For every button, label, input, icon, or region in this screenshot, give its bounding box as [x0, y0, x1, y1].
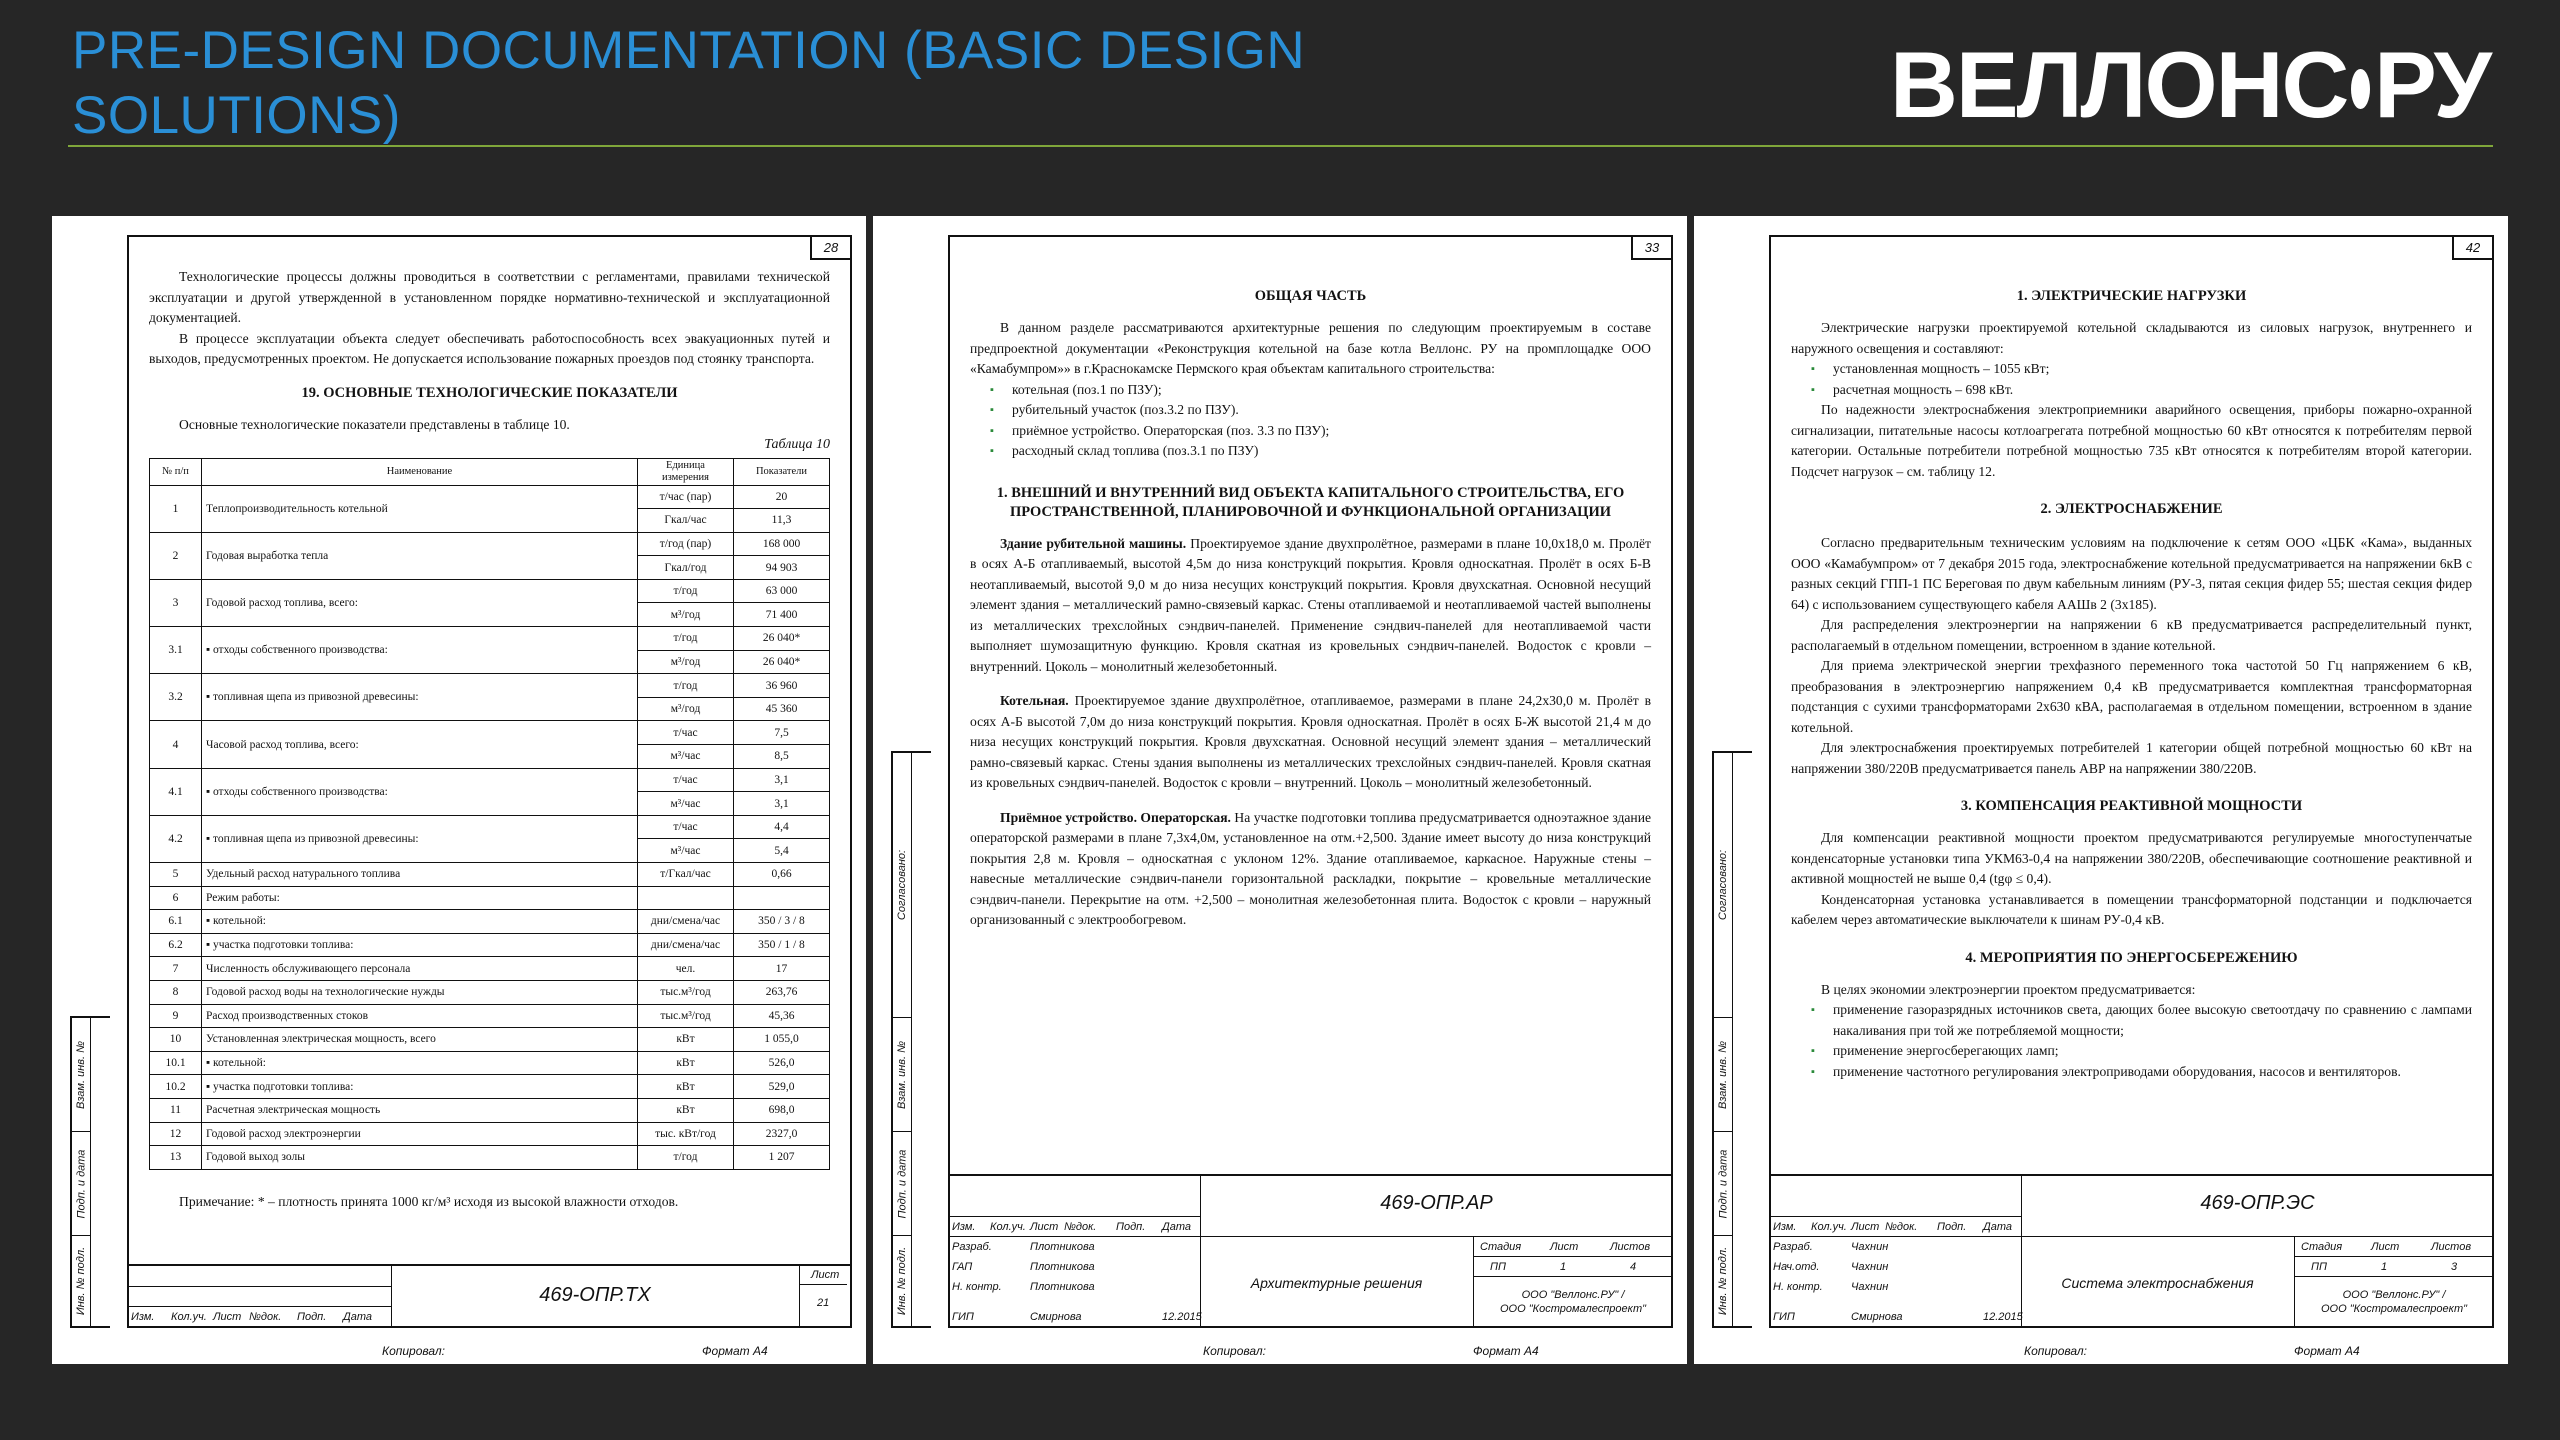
- table-cell: Часовой расход топлива, всего:: [202, 721, 638, 768]
- table-cell: Установленная электрическая мощность, всего: [202, 1028, 638, 1052]
- table-cell: м³/год: [638, 603, 734, 627]
- table-cell: [734, 886, 830, 910]
- table-cell: чел.: [638, 957, 734, 981]
- document-page-es: Согласовано: Взам. инв. № Подп. и дата Инв. № подл. 42 1. ЭЛЕКТРИЧЕСКИЕ НАГРУЗКИ Электрические нагрузки проектируемой котельной складываются из силовых нагрузок, внутреннего и наружного освещения и составляют: ▪ установленная мощность – 1055 кВт; ▪ расчетная мощность – 698 кВт. По надежности электроснабжения электроприемники аварийного освещения, приборы пожарно-охранной сигнализации, питательные насосы котлоагрегата потребной мощностью 60 кВт относятся к потребителям первой категории. Остальные потребители потребной мощностью 735 кВт относятся к потребителям второй категории. Подсчет нагрузок – см. таблицу 12. 2. ЭЛЕКТРОСНАБЖЕНИЕ Согласно предварительным техническим условиям на подключение к сетям ООО «ЦБК «Кама», выданных ООО «Камабумпром» от 7 декабря 2015 года, электроснабжение котельной предусматривается на напряжении 6кВ с разных секций ГПП-1 ПС Береговая по двум кабельным линиям (РУ-3, пятая секция фидер 55; шестая секция фидер 64) с использованием существующего кабеля ААШв 2 (3х185). Для распределения электроэнергии на напряжении 6 кВ предусматривается распределительный пункт, располагаемый в отдельном помещении, встроенном в здание котельной. Для приема электрической энергии трехфазного переменного тока частотой 50 Гц напряжением 6 кВ, преобразования в электроэнергию напряжением 0,4 кВ предусматривается комплектная трансформаторная подстанция с сухими трансформаторами 2х630 кВА, располагаемая в отдельном помещении, встроенном в здание котельной. Для электроснабжения проектируемых потребителей 1 категории общей потребной мощностью 60 кВт на напряжении 380/220В предусматривается панель АВР на напряжении 380/220В. 3. КОМПЕНСАЦИЯ РЕАКТИВНОЙ МОЩНОСТИ Для компенсации реактивной мощности проектом предусматриваются регулируемые многоступенчатые конденсаторные установки типа УКМ63-0,4 на напряжении 380/220В, обеспечивающие соотношение реактивной и активной мощностей не выше 0,4 (tgφ ≤ 0,4). Конденсаторная установка устанавливается в помещении трансформаторной подстанции и подключается кабелем через автоматические выключатели к шинам РУ-0,4 кВ. 4. МЕРОПРИЯТИЯ ПО ЭНЕРГОСБЕРЕЖЕНИЮ В целях экономии электроэнергии проектом предусматривается: ▪ применение газоразрядных источников света, дающих более высокую светоотдачу по сравнению с лампами накаливания при той же потребляемой мощности; ▪ применение энергосберегающих ламп; ▪ применение частотного регулирования электроприводами оборудования, насосов и вентиляторов. Изм. Кол.уч. Лист №док. Подп. Дата Разраб. Чахнин Нач.отд. Чахнин Н. контр. Чахнин ГИП Смирнова 12.2015 469-ОПР.ЭС Система электроснабжения Стадия Лист Листов ПП 1 3 ООО "Веллонс.РУ" / ООО "Костромалеспроект" Копировал: Формат А4: [1694, 216, 2508, 1364]
- table-cell: кВт: [638, 1051, 734, 1075]
- saving-list: [1811, 1000, 2472, 1082]
- margin-podp-data: Подп. и дата: [893, 1132, 911, 1236]
- table-cell: 20: [734, 485, 830, 509]
- table-cell: т/час (пар): [638, 485, 734, 509]
- paragraph: В данном разделе рассматриваются архитектурные решения по следующим проектируемым в составе предпроектной документации «Реконструкция котельной на базе котла Веллонс. РУ на промплощадке ООО «Камабумпром»» в г.Краснокамске Пермского края объектам капитального строительства:: [970, 320, 1651, 376]
- table-cell: 13: [150, 1146, 202, 1170]
- table-cell: 11,3: [734, 509, 830, 533]
- table-cell: 350 / 1 / 8: [734, 933, 830, 957]
- table-cell: Гкал/час: [638, 509, 734, 533]
- table-cell: 10.2: [150, 1075, 202, 1099]
- table-cell: Годовой расход воды на технологические нужды: [202, 980, 638, 1004]
- doc-code: 469-ОПР.АР: [1380, 1192, 1493, 1214]
- page-number: 33: [1631, 235, 1673, 260]
- table-cell: тыс.м³/год: [638, 1004, 734, 1028]
- table-cell: 3: [150, 579, 202, 626]
- table-cell: м³/час: [638, 745, 734, 769]
- table-cell: 3,1: [734, 792, 830, 816]
- page-frame: [948, 235, 1673, 1328]
- sheet-label: Лист: [811, 1269, 840, 1281]
- table-cell: кВт: [638, 1098, 734, 1122]
- page-frame: [127, 235, 852, 1328]
- table-cell: т/год: [638, 674, 734, 698]
- list-item: ▪ расходный склад топлива (поз.3.1 по ПЗУ): [990, 441, 1651, 462]
- paragraph: Для приема электрической энергии трехфазного переменного тока частотой 50 Гц напряжением 6 кВ, преобразования в электроэнергию напряжением 0,4 кВ предусматривается комплектная трансформаторная подстанция с сухими трансформаторами 2х630 кВА, располагаемая в отдельном помещении, встроенном в здание котельной.: [1791, 658, 2472, 735]
- table-cell: 5: [150, 863, 202, 887]
- table-row: [150, 1004, 830, 1028]
- table-cell: 3.1: [150, 627, 202, 674]
- table-cell: т/год: [638, 1146, 734, 1170]
- margin-inv-podl: Инв. № подл.: [896, 1246, 909, 1316]
- sheet-title: Архитектурные решения: [1250, 1275, 1423, 1291]
- table-cell: 7: [150, 957, 202, 981]
- section-heading: 2. ЭЛЕКТРОСНАБЖЕНИЕ: [2040, 501, 2223, 517]
- title-block: Изм. Кол.уч. Лист №док. Подп. Дата Разраб. Чахнин Нач.отд. Чахнин Н. контр. Чахнин ГИП Смирнова 12.2015 469-ОПР.ЭС Система электроснабжения Стадия Лист Листов ПП 1 3 ООО "Веллонс.РУ" / ООО "Костромалеспроект": [1771, 1174, 2492, 1326]
- table-cell: дни/смена/час: [638, 933, 734, 957]
- tech-indicators-table: [149, 458, 830, 1170]
- table-cell: ▪ топливная щепа из привозной древесины:: [202, 674, 638, 721]
- margin-podp-data: Подп. и дата: [72, 1132, 90, 1236]
- table-cell: ▪ топливная щепа из привозной древесины:: [202, 815, 638, 862]
- table-row: [150, 485, 830, 509]
- left-margin-strip: [70, 1016, 110, 1328]
- list-item: ▪ установленная мощность – 1055 кВт;: [1811, 359, 2472, 380]
- table-cell: т/час: [638, 721, 734, 745]
- margin-inv-podl: Инв. № подл.: [75, 1246, 88, 1316]
- paragraph: Конденсаторная установка устанавливается в помещении трансформаторной подстанции и подключается кабелем через автоматические выключатели к шинам РУ-0,4 кВ.: [1791, 891, 2472, 927]
- paragraph: Для распределения электроэнергии на напряжении 6 кВ предусматривается распределительный пункт, располагаемый в отдельном помещении, встроенном в здание котельной.: [1791, 617, 2472, 653]
- paragraph: На участке подготовки топлива предусматривается одноэтажное здание операторской размерами в плане 7,3х4,0м, установленное на отм.+2,500. Здание имеет высоту до низа конструкций покрытия 2,8 м. Кровля – односкатная с уклоном 12%. Здание отапливаемое, каркасное. Наружные стены – навесные металлические сэндвич-панели горизонтальной раскладки, покрытие – кровельные металлические сэндвич-панели. Перекрытие на отм. +2,500 – монолитная железобетонная плита. Водосток с кровли – наружный организованный с электрообогревом.: [970, 809, 1652, 927]
- paragraph: Электрические нагрузки проектируемой котельной складываются из силовых нагрузок, внутреннего и наружного освещения и составляют:: [1791, 320, 2472, 356]
- table-row: [150, 910, 830, 934]
- doc-code: 469-ОПР.ТХ: [539, 1284, 651, 1306]
- table-cell: 168 000: [734, 532, 830, 556]
- margin-vzam: Взам. инв. №: [893, 1018, 911, 1132]
- section-heading: 1. ЭЛЕКТРИЧЕСКИЕ НАГРУЗКИ: [2016, 288, 2247, 304]
- table-cell: ▪ участка подготовки топлива:: [202, 933, 638, 957]
- table-cell: Гкал/год: [638, 556, 734, 580]
- table-cell: т/час: [638, 768, 734, 792]
- brand-logo-right: РУ: [2374, 32, 2490, 137]
- table-cell: 6.2: [150, 933, 202, 957]
- table-cell: 529,0: [734, 1075, 830, 1099]
- table-header: Показатели: [734, 458, 830, 485]
- table-cell: 7,5: [734, 721, 830, 745]
- margin-vzam: Взам. инв. №: [72, 1018, 90, 1132]
- table-cell: 8: [150, 980, 202, 1004]
- table-cell: 4.1: [150, 768, 202, 815]
- table-cell: 6: [150, 886, 202, 910]
- table-cell: 3.2: [150, 674, 202, 721]
- brand-logo: [1890, 32, 2490, 137]
- margin-soglas: Согласовано:: [1714, 753, 1732, 1018]
- slide-title: PRE-DESIGN DOCUMENTATION (BASIC DESIGN SOLUTIONS): [72, 21, 1306, 145]
- table-cell: т/год: [638, 579, 734, 603]
- section-heading: ОБЩАЯ ЧАСТЬ: [1254, 288, 1367, 304]
- table-cell: 10: [150, 1028, 202, 1052]
- table-cell: 94 903: [734, 556, 830, 580]
- table-row: [150, 768, 830, 792]
- section-heading: 19. ОСНОВНЫЕ ТЕХНОЛОГИЧЕСКИЕ ПОКАЗАТЕЛИ: [301, 384, 678, 401]
- table-cell: 45 360: [734, 697, 830, 721]
- left-margin-strip: [891, 751, 931, 1328]
- page-frame: [1769, 235, 2494, 1328]
- table-cell: кВт: [638, 1028, 734, 1052]
- section-heading: 4. МЕРОПРИЯТИЯ ПО ЭНЕРГОСБЕРЕЖЕНИЮ: [1965, 949, 2298, 966]
- table-row: [150, 815, 830, 839]
- table-cell: 3,1: [734, 768, 830, 792]
- table-cell: Годовая выработка тепла: [202, 532, 638, 579]
- table-cell: 263,76: [734, 980, 830, 1004]
- list-item: ▪ применение частотного регулирования электроприводами оборудования, насосов и вентиляторов.: [1811, 1062, 2472, 1083]
- table-caption: Таблица 10: [764, 437, 830, 452]
- table-cell: 350 / 3 / 8: [734, 910, 830, 934]
- table-row: [150, 1098, 830, 1122]
- margin-inv-podl: Инв. № подл.: [1717, 1246, 1730, 1316]
- table-cell: Расчетная электрическая мощность: [202, 1098, 638, 1122]
- list-item: ▪ применение энергосберегающих ламп;: [1811, 1041, 2472, 1062]
- table-cell: 4,4: [734, 815, 830, 839]
- paragraph: Согласно предварительным техническим условиям на подключение к сетям ООО «ЦБК «Кама», выданных ООО «Камабумпром» от 7 декабря 2015 года, электроснабжение котельной предусматривается на напряжении 6кВ с разных секций ГПП-1 ПС Береговая по двум кабельным линиям (РУ-3, пятая секция фидер 55; шестая секция фидер 64) с использованием существующего кабеля ААШв 2 (3х185).: [1791, 535, 2472, 612]
- table-row: [150, 957, 830, 981]
- list-item: ▪ котельная (поз.1 по ПЗУ);: [990, 380, 1651, 401]
- page-number: 42: [2452, 235, 2494, 260]
- title-block: Изм. Кол.уч. Лист №док. Подп. Дата 469-ОПР.ТХ Лист 21: [129, 1264, 850, 1326]
- table-cell: кВт: [638, 1075, 734, 1099]
- table-cell: 26 040*: [734, 627, 830, 651]
- table-row: [150, 1075, 830, 1099]
- table-row: [150, 1028, 830, 1052]
- intro-paragraph: В процессе эксплуатации объекта следует обеспечивать работоспособность всех эвакуационных путей и выходов, предусмотренных проектом. Не допускается использование пожарных проездов под стоянку транспорта.: [149, 330, 830, 366]
- table-cell: ▪ котельной:: [202, 1051, 638, 1075]
- paragraph: Для электроснабжения проектируемых потребителей 1 категории общей потребной мощностью 60 кВт на напряжении 380/220В предусматривается панель АВР на напряжении 380/220В.: [1791, 740, 2472, 776]
- margin-vzam: Взам. инв. №: [1714, 1018, 1732, 1132]
- list-item: ▪ расчетная мощность – 698 кВт.: [1811, 380, 2472, 401]
- table-cell: м³/год: [638, 650, 734, 674]
- table-cell: т/Гкал/час: [638, 863, 734, 887]
- list-item: ▪ приёмное устройство. Операторская (поз. 3.3 по ПЗУ);: [990, 421, 1651, 442]
- brand-logo-left: ВЕЛЛОНС: [1890, 32, 2348, 137]
- sheet-title: Система электроснабжения: [2061, 1275, 2254, 1291]
- paragraph-lead: Приёмное устройство. Операторская.: [1000, 809, 1231, 825]
- table-cell: 5,4: [734, 839, 830, 863]
- table-row: [150, 721, 830, 745]
- table-cell: 45,36: [734, 1004, 830, 1028]
- table-cell: м³/год: [638, 697, 734, 721]
- table-cell: 11: [150, 1098, 202, 1122]
- table-cell: Теплопроизводительность котельной: [202, 485, 638, 532]
- table-cell: Режим работы:: [202, 886, 638, 910]
- table-cell: дни/смена/час: [638, 910, 734, 934]
- table-row: [150, 886, 830, 910]
- paragraph-lead: Здание рубительной машины.: [1000, 535, 1187, 551]
- sheet-number: 21: [817, 1297, 830, 1309]
- table-cell: 1: [150, 485, 202, 532]
- table-cell: 526,0: [734, 1051, 830, 1075]
- object-list: [990, 380, 1651, 462]
- table-cell: Расход производственных стоков: [202, 1004, 638, 1028]
- table-cell: 26 040*: [734, 650, 830, 674]
- left-margin-strip: [1712, 751, 1752, 1328]
- table-cell: Годовой расход топлива, всего:: [202, 579, 638, 626]
- table-cell: 2: [150, 532, 202, 579]
- table-cell: 4.2: [150, 815, 202, 862]
- table-cell: ▪ отходы собственного производства:: [202, 627, 638, 674]
- title-block: Изм. Кол.уч. Лист №док. Подп. Дата Разраб. Плотникова ГАП Плотникова Н. контр. Плотникова ГИП Смирнова 12.2015 469-ОПР.АР Архитектурные решения Стадия Лист Листов ПП 1 4 ООО "Веллонс.РУ" / ООО "Костромалеспроект": [950, 1174, 1671, 1326]
- paragraph: В целях экономии электроэнергии проектом предусматривается:: [1821, 981, 2196, 997]
- table-cell: ▪ участка подготовки топлива:: [202, 1075, 638, 1099]
- table-cell: Удельный расход натурального топлива: [202, 863, 638, 887]
- paragraph: Проектируемое здание двухпролётное, отапливаемое, размерами в плане 24,2х30,0 м. Пролёт в осях А-Б высотой 7,0м до низа конструкций покрытия. Кровля односкатная. Пролёт в осях Б-Ж высотой 21,4 м до низа несущих конструкций покрытия. Кровля двухскатная. Основной несущий элемент здания – металлический рамно-связевый каркас. Стены здания выполнены из металлических трехслойных сэндвич-панелей. Кровля скатная из кровельных сэндвич-панелей. Водосток с кровли – внутренний. Цоколь – монолитный железобетонный.: [970, 693, 1651, 790]
- table-row: [150, 933, 830, 957]
- table-cell: 36 960: [734, 674, 830, 698]
- margin-podp-data: Подп. и дата: [1714, 1132, 1732, 1236]
- table-row: [150, 579, 830, 603]
- paragraph: Проектируемое здание двухпролётное, размерами в плане 10,0х18,0 м. Пролёт в осях А-Б отапливаемый, высотой 4,5м до низа конструкций покрытия. Кровля односкатная. Пролёт в осях Б-В неотапливаемый, высотой 9,0 м до низа несущих конструкций покрытия. Кровля двухскатная. Основной несущий элемент здания – металлический рамно-связевый каркас. Стены отапливаемой и неотапливаемой частей выполнены из металлических трехслойных сэндвич-панелей. Применение сэндвич-панелей для неотапливаемой части выполняет шумозащитную функцию. Кровля скатная из кровельных сэндвич-панелей. Водосток с кровли – внутренний. Цоколь – монолитный железобетонный.: [970, 535, 1651, 674]
- title-rule: [68, 145, 2493, 147]
- table-cell: м³/час: [638, 792, 734, 816]
- table-row: [150, 674, 830, 698]
- table-cell: Годовой выход золы: [202, 1146, 638, 1170]
- page-number: 28: [810, 235, 852, 260]
- table-cell: ▪ отходы собственного производства:: [202, 768, 638, 815]
- table-row: [150, 627, 830, 651]
- table-cell: м³/час: [638, 839, 734, 863]
- paragraph: Для компенсации реактивной мощности проектом предусматриваются регулируемые многоступенчатые конденсаторные установки типа УКМ63-0,4 на напряжении 380/220В, обеспечивающие соотношение реактивной и активной мощностей не выше 0,4 (tgφ ≤ 0,4).: [1791, 830, 2472, 886]
- table-header: Наименование: [202, 458, 638, 485]
- doc-code: 469-ОПР.ЭС: [2200, 1192, 2315, 1214]
- table-cell: тыс. кВт/год: [638, 1122, 734, 1146]
- paragraph: По надежности электроснабжения электроприемники аварийного освещения, приборы пожарно-охранной сигнализации, питательные насосы котлоагрегата потребной мощностью 60 кВт относятся к потребителям первой категории. Остальные потребители потребной мощностью 735 кВт относятся к потребителям второй категории. Подсчет нагрузок – см. таблицу 12.: [1791, 402, 2472, 479]
- table-row: [150, 532, 830, 556]
- table-cell: Годовой расход электроэнергии: [202, 1122, 638, 1146]
- table-cell: ▪ котельной:: [202, 910, 638, 934]
- table-cell: 8,5: [734, 745, 830, 769]
- table-row: [150, 1146, 830, 1170]
- table-cell: 1 055,0: [734, 1028, 830, 1052]
- table-note: Примечание: * – плотность принята 1000 кг/м³ исходя из высокой влажности отходов.: [179, 1193, 679, 1209]
- table-cell: 698,0: [734, 1098, 830, 1122]
- table-cell: [638, 886, 734, 910]
- table-cell: 71 400: [734, 603, 830, 627]
- table-cell: 4: [150, 721, 202, 768]
- table-cell: 17: [734, 957, 830, 981]
- table-cell: 9: [150, 1004, 202, 1028]
- list-item: ▪ применение газоразрядных источников света, дающих более высокую светоотдачу по сравнению с лампами накаливания при той же потребляемой мощности;: [1811, 1000, 2472, 1041]
- table-cell: т/год: [638, 627, 734, 651]
- table-cell: Численность обслуживающего персонала: [202, 957, 638, 981]
- paragraph-lead: Котельная.: [1000, 693, 1069, 708]
- table-cell: 1 207: [734, 1146, 830, 1170]
- table-cell: 0,66: [734, 863, 830, 887]
- lead-paragraph: Основные технологические показатели представлены в таблице 10.: [179, 416, 570, 432]
- table-cell: тыс.м³/год: [638, 980, 734, 1004]
- margin-soglas: Согласовано:: [893, 753, 911, 1018]
- table-row: [150, 980, 830, 1004]
- section-heading: 3. КОМПЕНСАЦИЯ РЕАКТИВНОЙ МОЩНОСТИ: [1960, 798, 2303, 814]
- load-list: [1811, 359, 2472, 400]
- brand-dot-icon: [2351, 69, 2370, 109]
- table-cell: 10.1: [150, 1051, 202, 1075]
- intro-paragraph: Технологические процессы должны проводиться в соответствии с регламентами, правилами технической эксплуатации и другой утвержденной в установленном порядке нормативно-технической и эксплуатационной документацией.: [149, 269, 830, 325]
- table-row: [150, 863, 830, 887]
- list-item: ▪ рубительный участок (поз.3.2 по ПЗУ).: [990, 400, 1651, 421]
- section-heading: 1. ВНЕШНИЙ И ВНУТРЕННИЙ ВИД ОБЪЕКТА КАПИТАЛЬНОГО СТРОИТЕЛЬСТВА, ЕГО ПРОСТРАНСТВЕННОЙ, ПЛАНИРОВОЧНОЙ И ФУНКЦИОНАЛЬНОЙ ОРГАНИЗАЦИИ: [996, 484, 1625, 520]
- table-row: [150, 1122, 830, 1146]
- table-cell: 6.1: [150, 910, 202, 934]
- table-header: Единица измерения: [638, 458, 734, 485]
- table-cell: 2327,0: [734, 1122, 830, 1146]
- table-cell: т/год (пар): [638, 532, 734, 556]
- table-header: № п/п: [150, 458, 202, 485]
- table-cell: т/час: [638, 815, 734, 839]
- document-page-tx: Взам. инв. № Подп. и дата Инв. № подл. 28 Технологические процессы должны проводиться в соответствии с регламентами, правилами технической эксплуатации и другой утвержденной в установленном порядке нормативно-технической и эксплуатационной документацией. В процессе эксплуатации объекта следует обеспечивать работоспособность всех эвакуационных путей и выходов, предусмотренных проектом. Не допускается использование пожарных проездов под стоянку транспорта. 19. ОСНОВНЫЕ ТЕХНОЛОГИЧЕСКИЕ ПОКАЗАТЕЛИ Основные технологические показатели представлены в таблице 10. Таблица 10 № п/п Наименование Единица измерения Показатели 1 Теплопроизводительность котельной т/час (пар) 20 Гкал/час 11,3 2 Годовая выработка тепла т/год (пар) 168 000 Гкал/год 94 903 3 Годовой расход топлива, всего: т/год 63 000 м³/год 71 400 3.1 ▪ отходы собственного производства: т/год 26 040* м³/год 26 040* 3.2 ▪ топливная щепа из привозной древесины: т/год 36 960 м³/год 45 360 4 Часовой расход топлива, всего: т/час 7,5 м³/час 8,5 4.1 ▪ отходы собственного производства: т/час 3,1 м³/час 3,1 4.2 ▪ топливная щепа из привозной древесины: т/час 4,4 м³/час 5,4 5 Удельный расход натурального топлива т/Гкал/час 0,66 6 Режим работы: 6.1 ▪ котельной: дни/смена/час 350 / 3 / 8 6.2 ▪ участка подготовки топлива: дни/смена/час 350 / 1 / 8 7 Численность обслуживающего персонала чел. 17 8 Годовой расход воды на технологические нужды тыс.м³/год 263,76 9 Расход производственных стоков тыс.м³/год 45,36 10 Установленная электрическая мощность, всего кВт 1 055,0 10.1 ▪ котельной: кВт 526,0 10.2 ▪ участка подготовки топлива: кВт 529,0 11 Расчетная электрическая мощность кВт 698,0 12 Годовой расход электроэнергии тыс. кВт/год 2327,0 13 Годовой выход золы т/год 1 207 Примечание: * – плотность принята 1000 кг/м³ исходя из высокой влажности отходов. Изм. Кол.уч. Лист №док. Подп. Дата 469-ОПР.ТХ Лист 21 Копировал: Формат А4: [52, 216, 866, 1364]
- table-cell: 63 000: [734, 579, 830, 603]
- table-cell: 12: [150, 1122, 202, 1146]
- document-page-ar: Согласовано: Взам. инв. № Подп. и дата Инв. № подл. 33 ОБЩАЯ ЧАСТЬ В данном разделе рассматриваются архитектурные решения по следующим проектируемым в составе предпроектной документации «Реконструкция котельной на базе котла Веллонс. РУ на промплощадке ООО «Камабумпром»» в г.Краснокамске Пермского края объектам капитального строительства: ▪ котельная (поз.1 по ПЗУ); ▪ рубительный участок (поз.3.2 по ПЗУ). ▪ приёмное устройство. Операторская (поз. 3.3 по ПЗУ); ▪ расходный склад топлива (поз.3.1 по ПЗУ) 1. ВНЕШНИЙ И ВНУТРЕННИЙ ВИД ОБЪЕКТА КАПИТАЛЬНОГО СТРОИТЕЛЬСТВА, ЕГО ПРОСТРАНСТВЕННОЙ, ПЛАНИРОВОЧНОЙ И ФУНКЦИОНАЛЬНОЙ ОРГАНИЗАЦИИ Здание рубительной машины. Проектируемое здание двухпролётное, размерами в плане 10,0х18,0 м. Пролёт в осях А-Б отапливаемый, высотой 4,5м до низа конструкций покрытия. Кровля односкатная. Пролёт в осях Б-В неотапливаемый, высотой 9,0 м до низа несущих конструкций покрытия. Кровля двухскатная. Основной несущий элемент здания – металлический рамно-связевый каркас. Стены отапливаемой и неотапливаемой частей выполнены из металлических трехслойных сэндвич-панелей. Применение сэндвич-панелей для неотапливаемой части выполняет шумозащитную функцию. Кровля скатная из кровельных сэндвич-панелей. Водосток с кровли – внутренний. Цоколь – монолитный железобетонный. Котельная. Проектируемое здание двухпролётное, отапливаемое, размерами в плане 24,2х30,0 м. Пролёт в осях А-Б высотой 7,0м до низа конструкций покрытия. Кровля односкатная. Пролёт в осях Б-Ж высотой 21,4 м до низа несущих конструкций покрытия. Кровля двухскатная. Основной несущий элемент здания – металлический рамно-связевый каркас. Стены здания выполнены из металлических трехслойных сэндвич-панелей. Кровля скатная из кровельных сэндвич-панелей. Водосток с кровли – внутренний. Цоколь – монолитный железобетонный. Приёмное устройство. Операторская. На участке подготовки топлива предусматривается одноэтажное здание операторской размерами в плане 7,3х4,0м, установленное на отм.+2,500. Здание имеет высоту до низа конструкций покрытия 2,8 м. Кровля – односкатная с уклоном 12%. Здание отапливаемое, каркасное. Наружные стены – навесные металлические сэндвич-панели горизонтальной раскладки, покрытие – кровельные металлические сэндвич-панели. Перекрытие на отм. +2,500 – монолитная железобетонная плита. Водосток с кровли – наружный организованный с электрообогревом. Изм. Кол.уч. Лист №док. Подп. Дата Разраб. Плотникова ГАП Плотникова Н. контр. Плотникова ГИП Смирнова 12.2015 469-ОПР.АР Архитектурные решения Стадия Лист Листов ПП 1 4 ООО "Веллонс.РУ" / ООО "Костромалеспроект" Копировал: Формат А4: [873, 216, 1687, 1364]
- table-row: [150, 1051, 830, 1075]
